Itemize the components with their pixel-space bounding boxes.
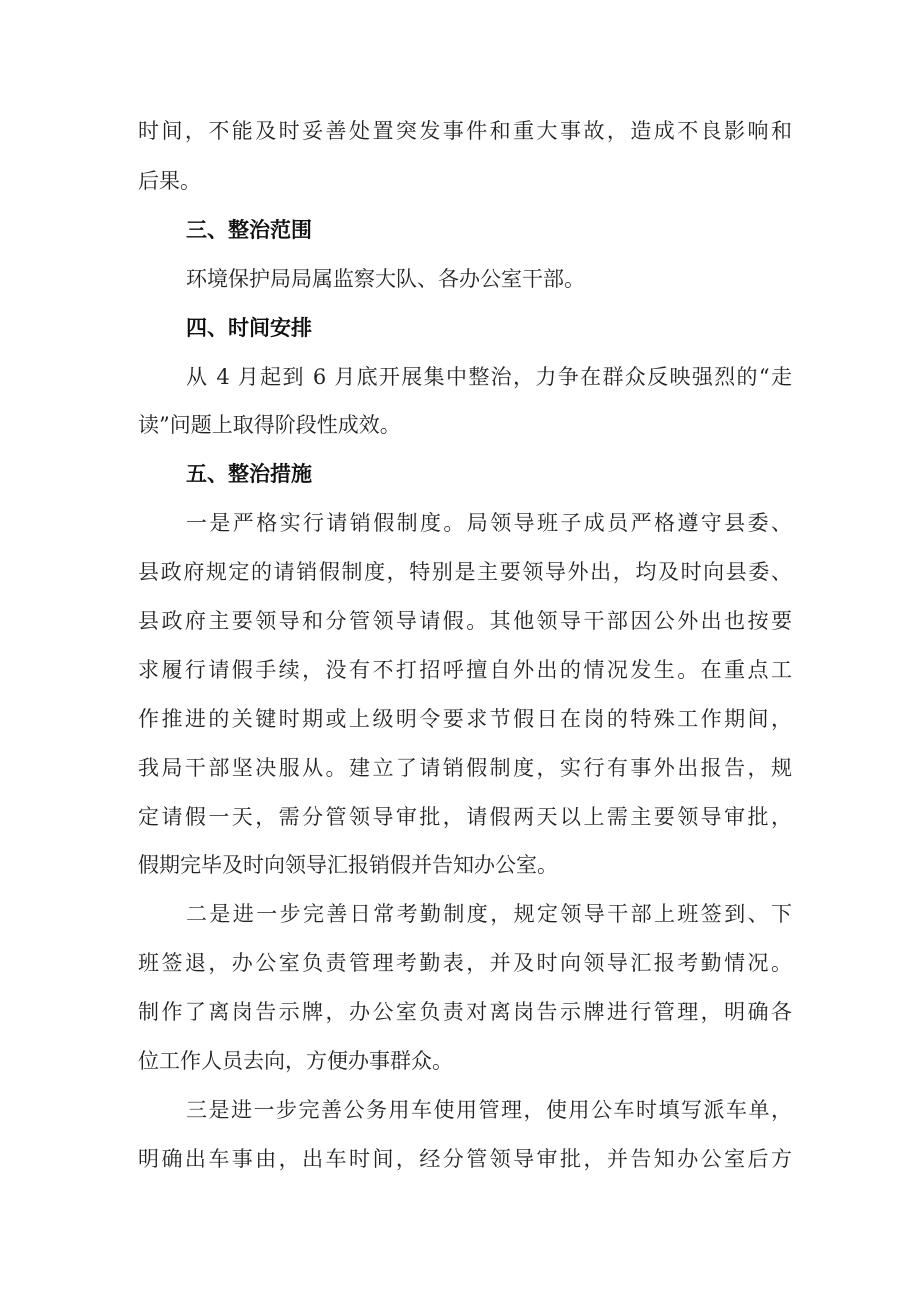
body-line: 二是进一步完善日常考勤制度，规定领导干部上班签到、下 (186, 902, 792, 926)
body-line: 三是进一步完善公务用车使用管理，使用公车时填写派车单， (186, 1098, 792, 1122)
body-line: 作推进的关键时期或上级明令要求节假日在岗的特殊工作期间， (138, 707, 792, 731)
section-heading-schedule: 四、时间安排 (186, 316, 312, 340)
section-heading-measures: 五、整治措施 (186, 462, 312, 486)
body-line: 明确出车事由，出车时间，经分管领导审批，并告知办公室后方 (138, 1147, 792, 1171)
body-line: 位工作人员去向，方便办事群众。 (138, 1049, 453, 1073)
body-line: 求履行请假手续，没有不打招呼擅自外出的情况发生。在重点工 (138, 658, 792, 682)
body-line: 读”问题上取得阶段性成效。 (138, 413, 401, 437)
body-line: 一是严格实行请销假制度。局领导班子成员严格遵守县委、 (186, 511, 792, 535)
body-line: 假期完毕及时向领导汇报销假并告知办公室。 (138, 853, 558, 877)
body-line: 后果。 (138, 169, 201, 193)
body-line: 定请假一天，需分管领导审批，请假两天以上需主要领导审批， (138, 805, 792, 829)
body-line: 环境保护局局属监察大队、各办公室干部。 (186, 267, 585, 291)
body-line: 时间，不能及时妥善处置突发事件和重大事故，造成不良影响和 (138, 119, 792, 143)
body-line: 班签退，办公室负责管理考勤表，并及时向领导汇报考勤情况。 (138, 951, 792, 975)
body-line: 县政府规定的请销假制度，特别是主要领导外出，均及时向县委、 (138, 560, 792, 584)
body-line: 县政府主要领导和分管领导请假。其他领导干部因公外出也按要 (138, 609, 792, 633)
section-heading-scope: 三、整治范围 (186, 218, 312, 242)
body-line: 我局干部坚决服从。建立了请销假制度，实行有事外出报告，规 (138, 756, 792, 780)
body-line: 制作了离岗告示牌，办公室负责对离岗告示牌进行管理，明确各 (138, 1000, 792, 1024)
body-line: 从 4 月起到 6 月底开展集中整治，力争在群众反映强烈的“走 (186, 365, 792, 389)
